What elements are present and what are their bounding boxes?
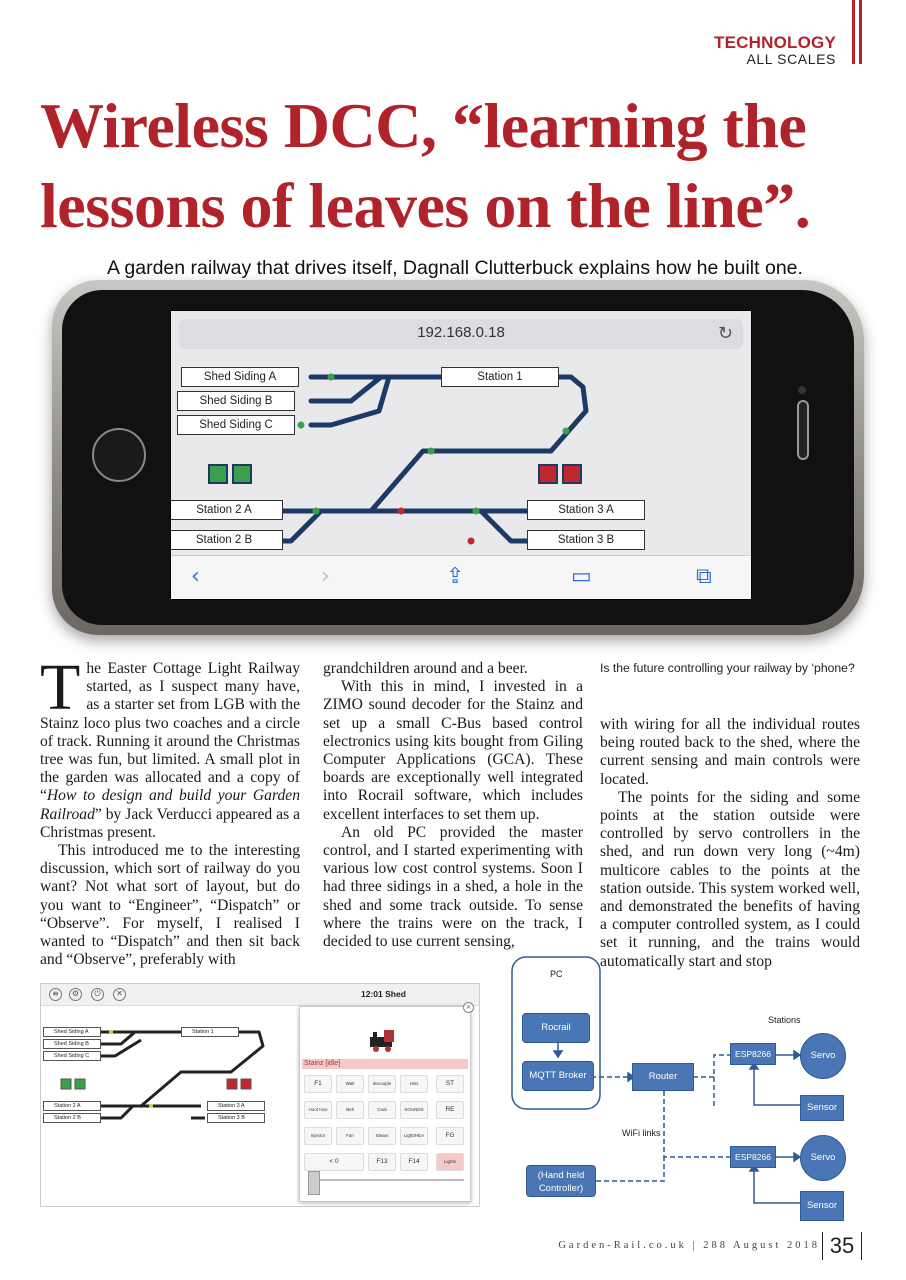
rc-label-station-3a[interactable]: Station 3 A (207, 1101, 265, 1111)
throttle-panel (299, 1003, 472, 1202)
function-button[interactable]: Light/HEA (400, 1127, 428, 1145)
section-marker-bar (852, 0, 855, 64)
tabs-icon[interactable]: ⧉ (696, 564, 712, 589)
rc-label-station-2a[interactable]: Station 2 A (43, 1101, 101, 1111)
pc-label: PC (550, 969, 563, 979)
paragraph: The points for the siding and some points at the station outside were controlled by servo controllers in the shed, and run down very long (~4m) multicore cables to the points at the station outside. This system worked well, and demonstrated the benefits of having a computer controlled system, as I could set it running, and the trains would automatically start and stop (600, 788, 860, 970)
function-button[interactable]: FG (436, 1127, 464, 1145)
function-button[interactable]: Bell (336, 1101, 364, 1119)
section-tag (714, 34, 836, 66)
network-diagram (508, 955, 870, 1223)
forward-icon[interactable]: › (321, 564, 330, 589)
function-button[interactable]: ST (436, 1075, 464, 1093)
paragraph-text: ” by Jack Verducci appeared as a Christmas present. (40, 805, 300, 841)
browser-toolbar (171, 555, 752, 599)
paragraph: With this in mind, I invested in a ZIMO sound decoder for the Stainz and set up a small C-Bus based control electronics using kits bought from Giling Computer Applications (GCA). These boards are exceptionally well integrated into Rocrail software, which includes excellent interfaces to set them up. (323, 678, 583, 823)
esp8266-box-1: ESP8266 (730, 1043, 776, 1065)
function-button[interactable]: Steam (368, 1127, 396, 1145)
phone-photo (52, 280, 864, 635)
track-label-shed-a[interactable]: Shed Siding A (181, 367, 299, 387)
section-subtitle: ALL SCALES (746, 51, 836, 67)
function-button[interactable]: decouple (368, 1075, 396, 1093)
back-icon[interactable]: ‹ (191, 564, 200, 589)
rc-label-shed-a[interactable]: Shed Siding A (43, 1027, 101, 1037)
paragraph (40, 651, 300, 842)
servo-circle-2: Servo (800, 1135, 846, 1181)
track-label-station-2b[interactable]: Station 2 B (170, 530, 283, 550)
locomotive-icon (368, 1027, 402, 1053)
rocrail-box: Rocrail (522, 1013, 590, 1043)
loco-status: Stainz [idle] (302, 1059, 468, 1069)
track-label-station-3b[interactable]: Station 3 B (527, 530, 645, 550)
rocrail-toolbar (41, 984, 479, 1006)
function-button[interactable]: Fan (336, 1127, 364, 1145)
function-button[interactable]: Wait (336, 1075, 364, 1093)
section-title: TECHNOLOGY (714, 33, 836, 52)
router-box: Router (632, 1063, 694, 1091)
function-button[interactable]: SOUNDS (400, 1101, 428, 1119)
function-button[interactable]: F1 (304, 1075, 332, 1093)
track-label-shed-b[interactable]: Shed Siding B (177, 391, 295, 411)
section-marker-bar (859, 0, 862, 64)
paragraph: with wiring for all the individual routes being routed back to the shed, where the current sensing and main controls were located. (600, 716, 860, 788)
handheld-controller-box: (Hand held Controller) (526, 1165, 596, 1197)
headline: Wireless DCC, “learning the lessons of leaves on the line”. (40, 90, 811, 241)
stop-icon[interactable]: ✕ (113, 988, 126, 1001)
close-icon[interactable]: × (463, 1002, 474, 1013)
function-button[interactable]: Injector (304, 1127, 332, 1145)
standfirst: A garden railway that drives itself, Dagnall Clutterbuck explains how he built one. (107, 257, 803, 279)
rc-label-shed-b[interactable]: Shed Siding B (43, 1039, 101, 1049)
paragraph: An old PC provided the master control, and I started experimenting with various low cost control systems. Soon I had three sidings in a shed, a hole in the shed and some track outside. To sense where the trains were on the track, I decided to use current sensing, (323, 823, 583, 951)
stations-label: Stations (768, 1015, 801, 1025)
function-button[interactable]: F13 (368, 1153, 396, 1171)
book-title: How to design and build your Garden Railroad (40, 787, 300, 823)
rocrail-screenshot (40, 983, 480, 1207)
paragraph: This introduced me to the interesting discussion, which sort of railway do you want? Not what sort of layout, but do you want to “Engineer”, “Dispatch” or “Observe”. For myself, I realised I wanted to “Dispatch” and then sit back and “Observe”, preferably with (40, 842, 300, 969)
function-button[interactable]: RE (436, 1101, 464, 1119)
sensor-box-2: Sensor (800, 1191, 844, 1221)
paragraph: grandchildren around and a beer. (323, 660, 528, 677)
track-label-shed-c[interactable]: Shed Siding C (177, 415, 295, 435)
sensor-box-1: Sensor (800, 1095, 844, 1121)
home-button (92, 428, 146, 482)
speaker-grille (797, 400, 809, 460)
direction-button[interactable]: < 0 (304, 1153, 364, 1171)
rc-label-station-1[interactable]: Station 1 (181, 1027, 239, 1037)
settings-icon[interactable]: ⚙ (69, 988, 82, 1001)
track-label-station-1[interactable]: Station 1 (441, 367, 559, 387)
esp8266-box-2: ESP8266 (730, 1146, 776, 1168)
page-number: 35 (822, 1232, 862, 1260)
footer-credit: Garden-Rail.co.uk | 288 August 2018 (558, 1240, 820, 1251)
body-column-2 (323, 660, 583, 951)
function-button[interactable]: F14 (400, 1153, 428, 1171)
clock-display: 12:01 Shed (361, 989, 406, 999)
rc-label-station-3b[interactable]: Station 3 B (207, 1113, 265, 1123)
camera-icon (798, 386, 806, 394)
power-icon[interactable]: ⏻ (91, 988, 104, 1001)
mqtt-broker-box: MQTT Broker (522, 1061, 594, 1091)
rc-label-shed-c[interactable]: Shed Siding C (43, 1051, 101, 1061)
track-label-station-3a[interactable]: Station 3 A (527, 500, 645, 520)
speed-slider-knob[interactable] (308, 1171, 320, 1195)
function-button[interactable]: Hoot Hoo (304, 1101, 332, 1119)
photo-caption: Is the future controlling your railway by ‘phone? (600, 661, 855, 675)
share-icon[interactable]: ⇪ (446, 564, 465, 589)
menu-icon[interactable]: ≡ (49, 988, 62, 1001)
function-button[interactable]: Hiss (400, 1075, 428, 1093)
body-column-3 (600, 716, 860, 971)
wifi-links-label: WiFi links (622, 1128, 661, 1138)
phone-screen (170, 310, 752, 600)
servo-circle-1: Servo (800, 1033, 846, 1079)
drop-cap: T (40, 651, 81, 724)
bookmarks-icon[interactable]: ▭ (571, 564, 592, 589)
lights-button[interactable]: Lights (436, 1153, 464, 1171)
function-button[interactable]: Coal (368, 1101, 396, 1119)
url-text: 192.168.0.18 (417, 324, 505, 341)
track-label-station-2a[interactable]: Station 2 A (170, 500, 283, 520)
speed-slider[interactable] (308, 1179, 464, 1193)
body-column-1 (40, 651, 300, 969)
refresh-icon[interactable]: ↻ (717, 323, 733, 344)
paragraph-text: he Easter Cottage Light Railway started, as I suspect many have, as a starter set from LGB with the Stainz loco plus two coaches and a circle of track. Running it around the Christmas tree was fun, but limited. A small plot in the garden was allocated and a copy of “ (40, 660, 300, 805)
rc-label-station-2b[interactable]: Station 2 B (43, 1113, 101, 1123)
